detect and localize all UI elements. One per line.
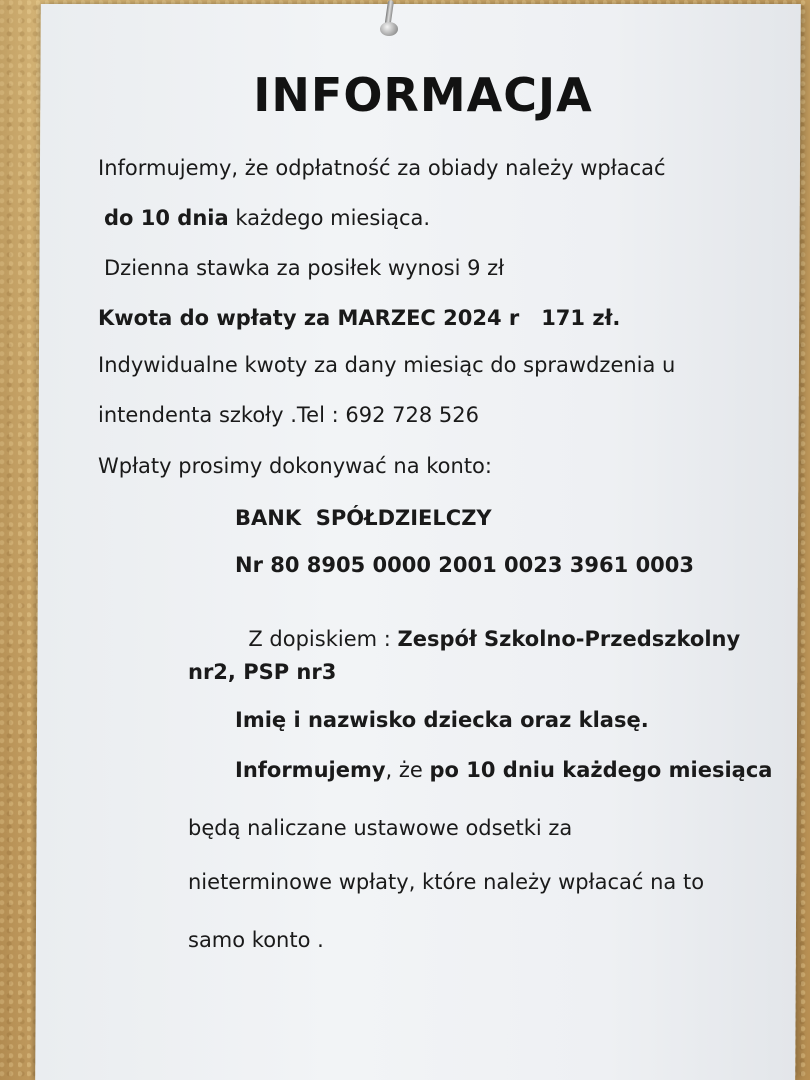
transfer-note-prefix: Z dopiskiem : xyxy=(248,627,398,651)
transfer-note-school-cont: nr2, PSP nr3 xyxy=(188,660,337,684)
late-fee-mid: , że xyxy=(385,758,430,782)
late-fee-line-2: będą naliczane ustawowe odsetki za xyxy=(188,816,573,840)
bank-name: BANK SPÓŁDZIELCZY xyxy=(235,506,492,530)
transfer-note-school: Zespół Szkolno-Przedszkolny xyxy=(397,627,741,651)
contact-phone-line: intendenta szkoły .Tel : 692 728 526 xyxy=(98,403,479,427)
account-intro-line: Wpłaty prosimy dokonywać na konto: xyxy=(98,454,492,478)
deadline-rest: każdego miesiąca. xyxy=(228,206,431,230)
late-fee-bold-2: po 10 dniu każdego miesiąca xyxy=(429,758,773,782)
late-fee-line-1 xyxy=(235,760,772,781)
individual-amounts-line: Indywidualne kwoty za dany miesiąc do sprawdzenia u xyxy=(98,353,676,377)
deadline-bold: do 10 dnia xyxy=(104,206,229,230)
payment-info-line: Informujemy, że odpłatność za obiady należy wpłacać xyxy=(98,156,666,180)
notice-title: INFORMACJA xyxy=(253,68,593,122)
pushpin-icon xyxy=(378,0,400,40)
deadline-line xyxy=(104,208,430,229)
late-fee-bold-1: Informujemy xyxy=(235,758,386,782)
account-number: Nr 80 8905 0000 2001 0023 3961 0003 xyxy=(235,553,695,577)
late-fee-line-4: samo konto . xyxy=(188,928,324,952)
transfer-note-line xyxy=(235,608,740,650)
amount-line: Kwota do wpłaty za MARZEC 2024 r 171 zł. xyxy=(98,306,621,330)
late-fee-line-3: nieterminowe wpłaty, które należy wpłacać na to xyxy=(188,870,705,894)
child-info-line: Imię i nazwisko dziecka oraz klasę. xyxy=(235,708,649,732)
daily-rate-line: Dzienna stawka za posiłek wynosi 9 zł xyxy=(104,256,505,280)
